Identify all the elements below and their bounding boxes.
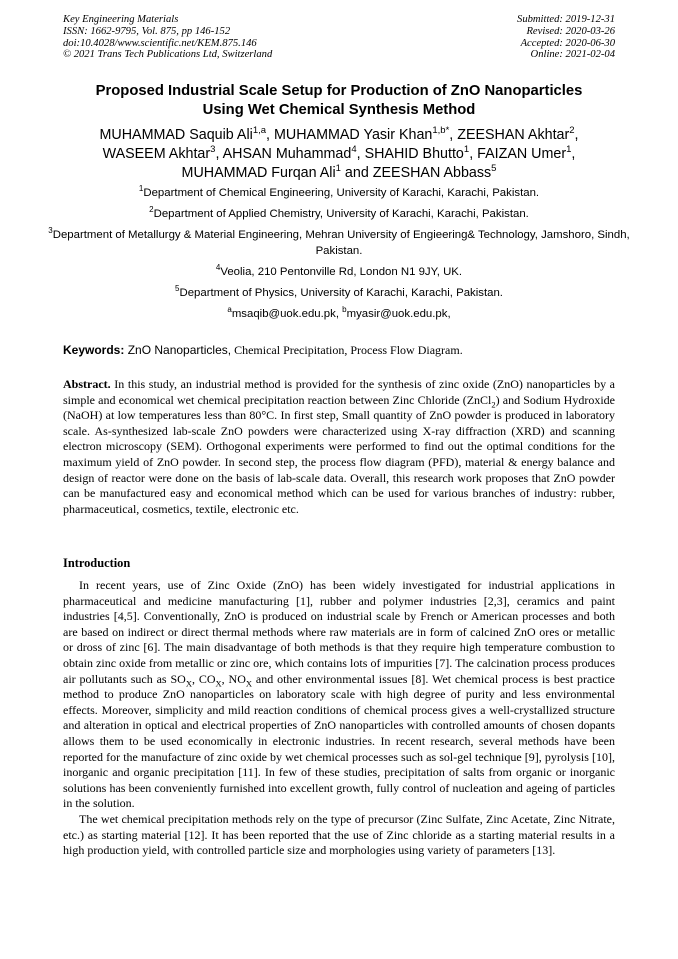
author-sup: 1 — [335, 163, 341, 175]
keywords — [63, 343, 615, 358]
paper-title — [40, 82, 638, 119]
author: FAIZAN Umer — [477, 146, 567, 162]
submission-dates — [517, 14, 615, 61]
affiliation-5: $^5$Department of Physics, University of Karachi, Karachi, Pakistan. — [175, 284, 503, 299]
abstract: Abstract. In this study, an industrial method is provided for the synthesis of zinc oxide (ZnO) nanoparticles by a simple and economical wet chemical precipitation reaction between Zinc Chloride (ZnCl$_2$) and Sodium Hydroxide (NaOH) at low temperatures less than 80°C. In first step, Small quantity of ZnO powder is produced in laboratory scale. As-synthesized lab-scale ZnO powders were characterized using X-ray diffraction (XRD) and scanning electron microscopy (SEM). Orthogonal experiments were performed to find out the optimal conditions for the maximum yield of ZnO powder. In second step, the process flow diagram (PFD), material & energy balance and design of reactor were done on the basis of lab-scale data. Overall, this research work proposes that ZnO powder can be manufactured easy and economical method which can be used for various branches of industry: rubber, pharmaceutical, cosmetics, textile, electronic etc. — [63, 377, 615, 516]
author-sup: 1,b* — [432, 125, 450, 137]
affiliation-1: $^1$Department of Chemical Engineering, University of Karachi, Karachi, Pakistan. — [138, 184, 540, 199]
affiliation-4: $^4$Veolia, 210 Pentonville Rd, London N1 9JY, UK. — [215, 263, 463, 278]
title-line: Using Wet Chemical Synthesis Method — [202, 101, 476, 118]
author-sup: 5 — [491, 163, 497, 175]
author-sup: 1,a — [252, 125, 267, 137]
author: AHSAN Muhammad — [222, 146, 352, 162]
email-link[interactable]: myasir@uok.edu.pk — [346, 308, 448, 320]
affiliation-3: $^3$Department of Metallurgy & Material Engineering, Mehran University of Engieering& Technology, Jamshoro, Sindh, Pakistan. — [48, 226, 630, 257]
introduction-body — [63, 578, 615, 859]
paragraph: The wet chemical precipitation methods rely on the type of precursor (Zinc Sulfate, Zinc Acetate, Zinc Nitrate, etc.) as starting material [12]. It has been reported that the use of Zinc chloride as a starting material results in a high production yield, with controlled particle size and morphologies using variety of parameters [13]. — [63, 811, 615, 858]
author: MUHAMMAD Yasir Khan — [273, 127, 433, 143]
journal-issn: ISSN: 1662-9795, Vol. 875, pp 146-152 — [63, 25, 231, 37]
journal-name: Key Engineering Materials — [63, 14, 179, 25]
author-emails: $^a$msaqib@uok.edu.pk, $^b$myasir@uok.edu.pk, — [227, 305, 451, 320]
date-online: Online: 2021-02-04 — [530, 49, 615, 61]
author: WASEEM Akhtar — [102, 146, 211, 162]
author-sup: 4 — [351, 144, 357, 156]
author: SHAHID Bhutto — [364, 146, 464, 162]
abstract-label: Abstract. — [63, 377, 111, 391]
title-line: Proposed Industrial Scale Setup for Production of ZnO Nanoparticles — [95, 83, 583, 99]
date-accepted: Accepted: 2020-06-30 — [520, 37, 615, 49]
author-sup: 3 — [210, 144, 216, 156]
journal-info — [63, 14, 272, 61]
paragraph: In recent years, use of Zinc Oxide (ZnO) has been widely investigated for industrial applications in pharmaceutical and medicine manufacturing [1], rubber and polymer industries [2,3], ceramics and paint industries [4,5]. Conventionally, ZnO is produced on industrial scale by French or American processes and both are based on indirect or direct thermal methods where raw materials are in form of calcined ZnO ores or metallic or dross of zinc [6]. The main disadvantage of both methods is that they require high temperature combustion to obtain zinc oxide from metallic or zinc ore, which contains lots of impurities [7]. The calcination process produces air pollutants such as $SO_X$, $CO_X$, $NO_X$ and other environmental issues [8]. Wet chemical process is best practice method to produce ZnO nanoparticles on laboratory scale with high degree of purity and less environmental effects. Moreover, simplicity and mild reaction conditions of chemical process gives a well-crystallized structure and alteration in optical and electrical properties of ZnO nanoparticles with controlled amounts of chosen dopants allows them to be used economically in electronic industries. In recent research, several methods have been reported for the manufacture of zinc oxide by wet chemical processes such as sol-gel technique [9], pyrolysis [10], inorganic and organic precipitation [11]. In few of these studies, precipitation of salts from organic or inorganic solutions has been conveniently furnished into excellent growth, fully control of nucleation and ageing of particles in the solution. — [63, 578, 615, 811]
keywords-label: Keywords: — [63, 343, 125, 357]
author-sup: 1 — [566, 144, 572, 156]
journal-doi: doi:10.4028/www.scientific.net/KEM.875.146 — [63, 37, 257, 49]
affiliation-2: $^2$Department of Applied Chemistry, University of Karachi, Karachi, Pakistan. — [149, 205, 529, 220]
date-submitted: Submitted: 2019-12-31 — [517, 14, 615, 25]
date-revised: Revised: 2020-03-26 — [526, 25, 615, 37]
keyword-zno: ZnO Nanoparticles, — [124, 343, 232, 357]
email-link[interactable]: msaqib@uok.edu.pk — [231, 308, 336, 320]
author: MUHAMMAD Saquib Ali — [99, 127, 253, 143]
keywords-rest: Chemical Precipitation, Process Flow Diagram. — [231, 343, 463, 357]
author: ZEESHAN Abbass — [372, 165, 492, 181]
author-sup: 1 — [463, 144, 470, 156]
author: ZEESHAN Akhtar — [457, 127, 570, 143]
journal-copyright: © 2021 Trans Tech Publications Ltd, Switzerland — [63, 49, 273, 61]
section-heading-introduction: Introduction — [63, 556, 131, 570]
author-sup: 2 — [569, 125, 575, 137]
author-list: MUHAMMAD Saquib Ali$^{1,a}$, MUHAMMAD Yasir Khan$^{1,b*}$, ZEESHAN Akhtar$^2$, WASEEM Akhtar$^3$, AHSAN Muhammad$^4$, SHAHID Bhutto$^1$, FAIZAN Umer$^1$, MUHAMMAD Furqan Ali$^1$ and ZEESHAN Abbass$^5$ — [99, 125, 579, 181]
author: MUHAMMAD Furqan Ali — [181, 165, 336, 181]
